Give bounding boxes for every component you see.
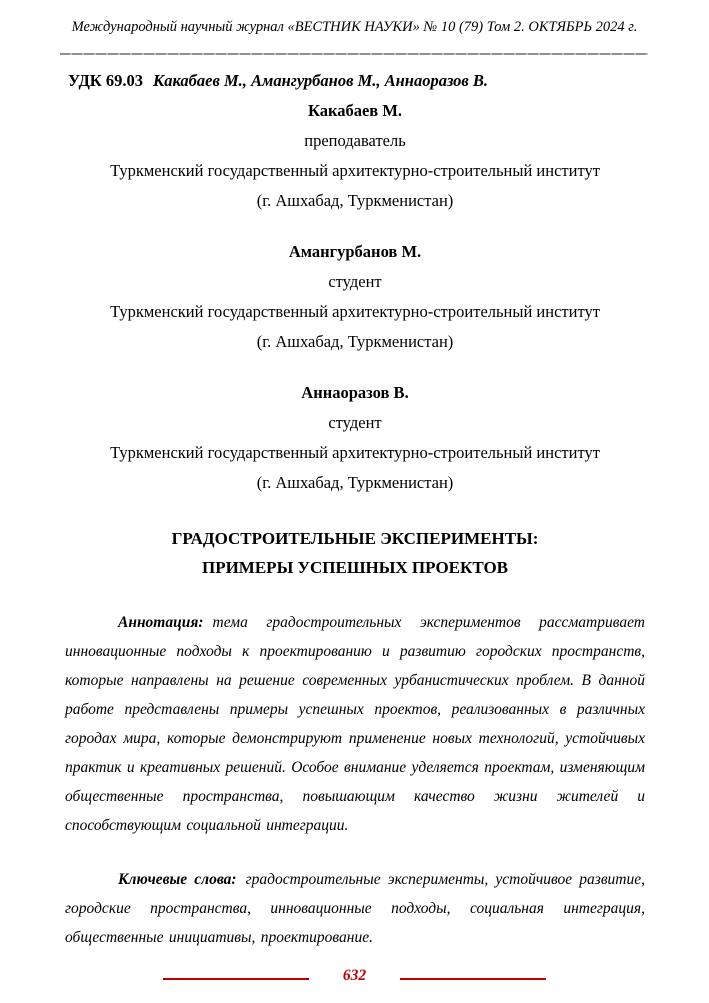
footer (0, 967, 709, 985)
footer-rule-right (400, 978, 546, 980)
author-block (65, 378, 645, 498)
author-name: Амангурбанов М. (288, 242, 422, 261)
keywords-paragraph (65, 865, 645, 952)
author-role: студент (328, 272, 382, 291)
title-line-1: ГРАДОСТРОИТЕЛЬНЫЕ ЭКСПЕРИМЕНТЫ: (171, 529, 539, 548)
footer-rule-left (163, 978, 309, 980)
keywords-text: градостроительные эксперименты, устойчивое развитие, городские пространства, инновационные подходы, социальная интеграция, общественные инициативы, проектирование. (65, 871, 645, 946)
author-block (65, 96, 645, 216)
author-affiliation: Туркменский государственный архитектурно-строительный институт (110, 302, 600, 321)
keywords-label: Ключевые слова: (118, 871, 237, 888)
udc-label: УДК 69.03 (68, 71, 144, 90)
author-affiliation: Туркменский государственный архитектурно-строительный институт (110, 443, 600, 462)
article-title (65, 524, 645, 582)
page-number: 632 (342, 967, 367, 984)
abstract-text: тема градостроительных экспериментов рассматривает инновационные подходы к проектированию и развитию городских пространств, которые направлены на решение современных урбанистических проблем. В данной работе представлены примеры успешных проектов, реализованных в различных городах мира, которые демонстрируют применение новых технологий, устойчивых практик и креативных решений. Особое внимание уделяется проектам, изменяющим общественные пространства, повышающим качество жизни жителей и способствующим социальной интеграции. (65, 614, 645, 834)
journal-header: Международный научный журнал «ВЕСТНИК НАУКИ» № 10 (79) Том 2. ОКТЯБРЬ 2024 г. (71, 19, 638, 35)
abstract-paragraph (65, 608, 645, 840)
author-name: Какабаев М. (307, 101, 403, 120)
author-block (65, 237, 645, 357)
page-body (0, 66, 709, 952)
abstract-label: Аннотация: (118, 614, 204, 631)
author-location: (г. Ашхабад, Туркменистан) (256, 191, 454, 210)
author-location: (г. Ашхабад, Туркменистан) (256, 332, 454, 351)
author-name: Аннаоразов В. (301, 383, 409, 402)
author-affiliation: Туркменский государственный архитектурно-строительный институт (110, 161, 600, 180)
title-line-2: ПРИМЕРЫ УСПЕШНЫХ ПРОЕКТОВ (201, 558, 509, 577)
udc-line (68, 66, 645, 96)
author-role: преподаватель (304, 131, 406, 150)
header-rule (60, 53, 648, 55)
udc-authors: Какабаев М., Амангурбанов М., Аннаоразов В. (153, 71, 489, 90)
author-location: (г. Ашхабад, Туркменистан) (256, 473, 454, 492)
author-role: студент (328, 413, 382, 432)
